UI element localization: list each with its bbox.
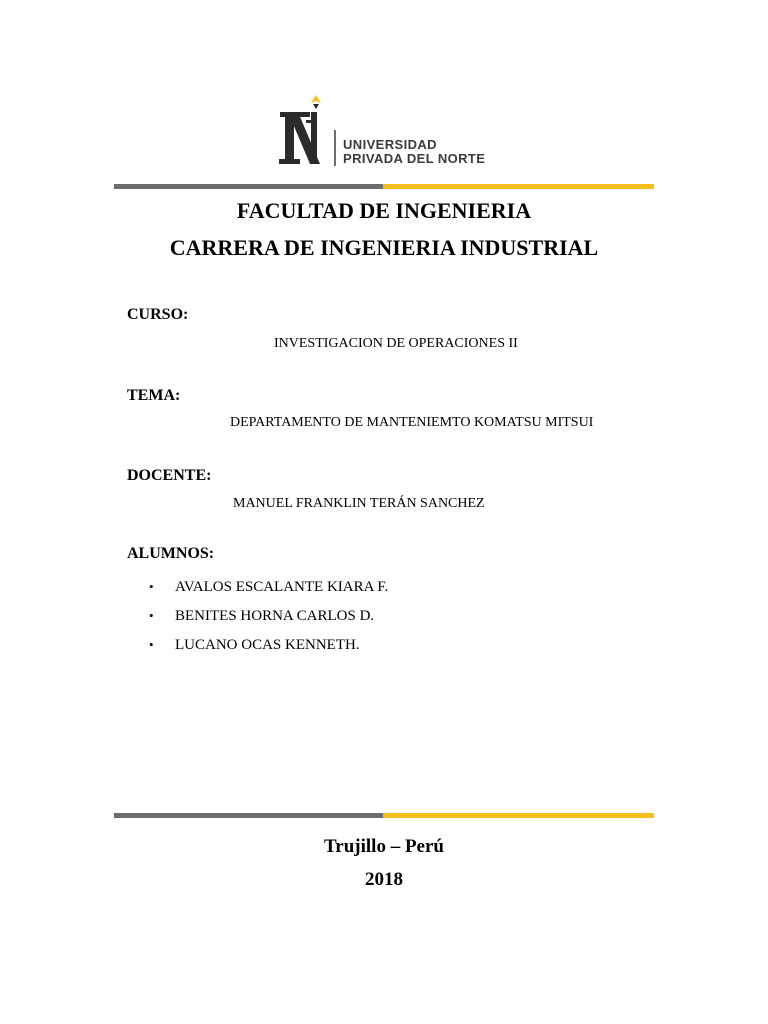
list-item [128, 634, 388, 663]
teacher-label: DOCENTE: [127, 467, 212, 484]
footer-place: Trujillo – Perú [324, 836, 444, 857]
bullet: • [149, 637, 154, 652]
teacher-value: MANUEL FRANKLIN TERÁN SANCHEZ [233, 496, 485, 511]
student-name: BENITES HORNA CARLOS D. [175, 608, 375, 624]
topic-value: DEPARTAMENTO DE MANTENIEMTO KOMATSU MITSUI [230, 415, 594, 430]
career-title: CARRERA DE INGENIERIA INDUSTRIAL [169, 235, 599, 260]
students-label: ALUMNOS: [127, 545, 215, 562]
upn-logo-icon [276, 92, 340, 170]
logo-line-1: UNIVERSIDAD [343, 137, 437, 152]
divider-gray-segment [114, 184, 383, 189]
bullet: • [149, 608, 154, 623]
bottom-divider [114, 813, 654, 818]
list-item [128, 605, 388, 634]
logo-line-2: PRIVADA DEL NORTE [343, 151, 486, 166]
student-name: LUCANO OCAS KENNETH. [175, 637, 360, 653]
divider-yellow-segment [383, 813, 654, 818]
course-value: INVESTIGACION DE OPERACIONES II [274, 336, 518, 351]
course-label: CURSO: [127, 306, 189, 323]
list-item [128, 576, 388, 605]
logo-wordmark [343, 138, 485, 166]
student-name: AVALOS ESCALANTE KIARA F. [175, 579, 389, 595]
divider-gray-segment [114, 813, 383, 818]
university-logo [276, 92, 506, 170]
divider-yellow-segment [383, 184, 654, 189]
topic-label: TEMA: [127, 387, 181, 404]
faculty-title: FACULTAD DE INGENIERIA [236, 198, 532, 223]
top-divider [114, 184, 654, 189]
bullet: • [149, 579, 154, 594]
students-list [128, 576, 388, 663]
footer-year: 2018 [365, 869, 403, 890]
